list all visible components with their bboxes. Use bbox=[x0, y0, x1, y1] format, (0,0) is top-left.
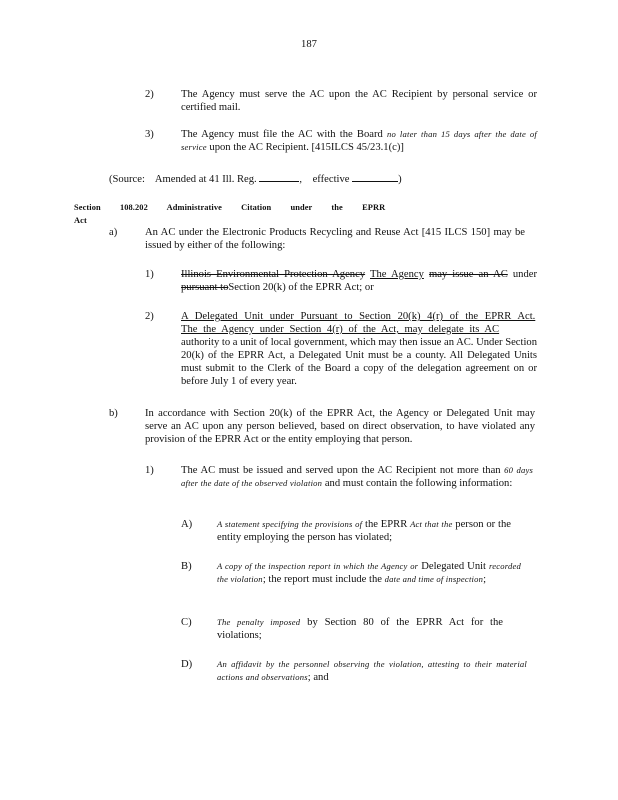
item-3-text bbox=[181, 128, 537, 154]
b1-statutory-quote: 60 days after the date of the observed violation bbox=[181, 465, 533, 488]
a1-label: 1) bbox=[145, 269, 154, 280]
item-2-text: The Agency must serve the AC upon the AC Recipient by personal service or certified mail. bbox=[181, 89, 537, 113]
b1-A-quote-1: A statement specifying the provisions of bbox=[217, 519, 363, 529]
b1-C-label: C) bbox=[181, 617, 192, 628]
b1-B-text-3: ; bbox=[483, 574, 487, 585]
b1-B-text-2: ; the report must include the bbox=[262, 574, 382, 585]
source-note: (Source: Amended at 41 Ill. Reg. , effective ) bbox=[109, 171, 539, 186]
b1-A-label: A) bbox=[181, 519, 193, 530]
b1-B-label: B) bbox=[181, 561, 192, 572]
item-2-label: 2) bbox=[145, 89, 154, 100]
b1-text bbox=[181, 464, 533, 490]
b1-text-a: The AC must be issued and served upon the AC Recipient not more than bbox=[181, 465, 501, 476]
b1-A-quote-2: Act that the bbox=[410, 519, 453, 529]
subsection-a-text: An AC under the Electronic Products Recycling and Reuse Act [415 ILCS 150] may be issued by either of the following: bbox=[145, 227, 525, 251]
a2-line-2: The the Agency under Section 4(r) of the Act, may delegate its AC bbox=[181, 324, 500, 335]
subsection-b-text: In accordance with Section 20(k) of the EPRR Act, the Agency or Delegated Unit may serve an AC upon any person believed, based on direct observation, to have violated any provision of the EPRR Act or the entity employing that person. bbox=[145, 408, 535, 445]
b1-C-text bbox=[217, 616, 503, 642]
b1-label: 1) bbox=[145, 465, 154, 476]
b1-D-label: D) bbox=[181, 659, 193, 670]
a1-text-1: The Agency bbox=[370, 269, 424, 280]
b1-A-text-2: person or the entity employing the person has violated; bbox=[217, 519, 511, 543]
b1-B-text-1: Delegated Unit bbox=[421, 561, 487, 572]
effective-blank bbox=[352, 171, 398, 182]
source-close: ) bbox=[398, 174, 402, 185]
b1-D-quote: An affidavit by the personnel observing the violation, attesting to their material actions and observations bbox=[217, 659, 527, 682]
item-3-text-c: upon the AC Recipient. [415ILCS 45/23.1(c)] bbox=[209, 142, 404, 153]
b1-C-text: by Section 80 of the EPRR Act for the violations; bbox=[217, 617, 504, 641]
b1-A-text-1: the EPRR bbox=[365, 519, 408, 530]
source-effective: effective bbox=[312, 174, 350, 185]
a2-line-1: A Delegated Unit under Pursuant to Section 20(k) 4(r) of the EPRR Act. bbox=[181, 311, 536, 322]
a1-text bbox=[181, 268, 537, 294]
section-heading: Section 108.202 Administrative Citation under the EPRR Act bbox=[74, 203, 386, 225]
a2-rest: authority to a unit of local government, which may then issue an AC. Under Section 20(k) of the EPRR Act, a Delegated Unit must be a county. All Delegated Units must submit to the Clerk of the Board a copy of the delegation agreement on or before July 1 of every year. bbox=[181, 337, 537, 387]
a1-deleted-text-2: may issue an AC bbox=[428, 269, 508, 280]
a2-text bbox=[181, 310, 537, 388]
a1-deleted-text-1: Illinois Environmental Protection Agency bbox=[181, 269, 366, 280]
item-3-statutory-quote: no later than 15 days after the date of service bbox=[181, 129, 537, 152]
b1-A-text bbox=[217, 518, 511, 544]
reg-blank bbox=[259, 171, 299, 182]
b1-D-text bbox=[217, 658, 527, 684]
a1-deleted-text-3: pursuant to bbox=[181, 282, 229, 293]
page-number: 187 bbox=[301, 39, 317, 50]
a2-label: 2) bbox=[145, 311, 154, 322]
b1-B-quote-1: A copy of the inspection report in which the Agency or bbox=[217, 561, 419, 571]
a1-text-2: under bbox=[512, 269, 537, 280]
subsection-b-label: b) bbox=[109, 408, 118, 419]
a1-text-3: Section 20(k) of the EPRR Act; or bbox=[228, 282, 374, 293]
b1-D-text: ; and bbox=[307, 672, 329, 683]
source-amended: Amended at 41 Ill. Reg. bbox=[154, 174, 257, 185]
b1-B-text bbox=[217, 560, 521, 586]
b1-text-c: and must contain the following information: bbox=[324, 478, 513, 489]
b1-B-quote-2: recorded the violation bbox=[217, 561, 521, 584]
item-3-label: 3) bbox=[145, 129, 154, 140]
subsection-a-label: a) bbox=[109, 227, 118, 238]
item-3-text-a: The Agency must file the AC with the Board bbox=[181, 129, 383, 140]
b1-C-quote: The penalty imposed bbox=[217, 617, 301, 627]
source-label: (Source: bbox=[109, 174, 145, 185]
b1-B-quote-3: date and time of inspection bbox=[384, 574, 484, 584]
